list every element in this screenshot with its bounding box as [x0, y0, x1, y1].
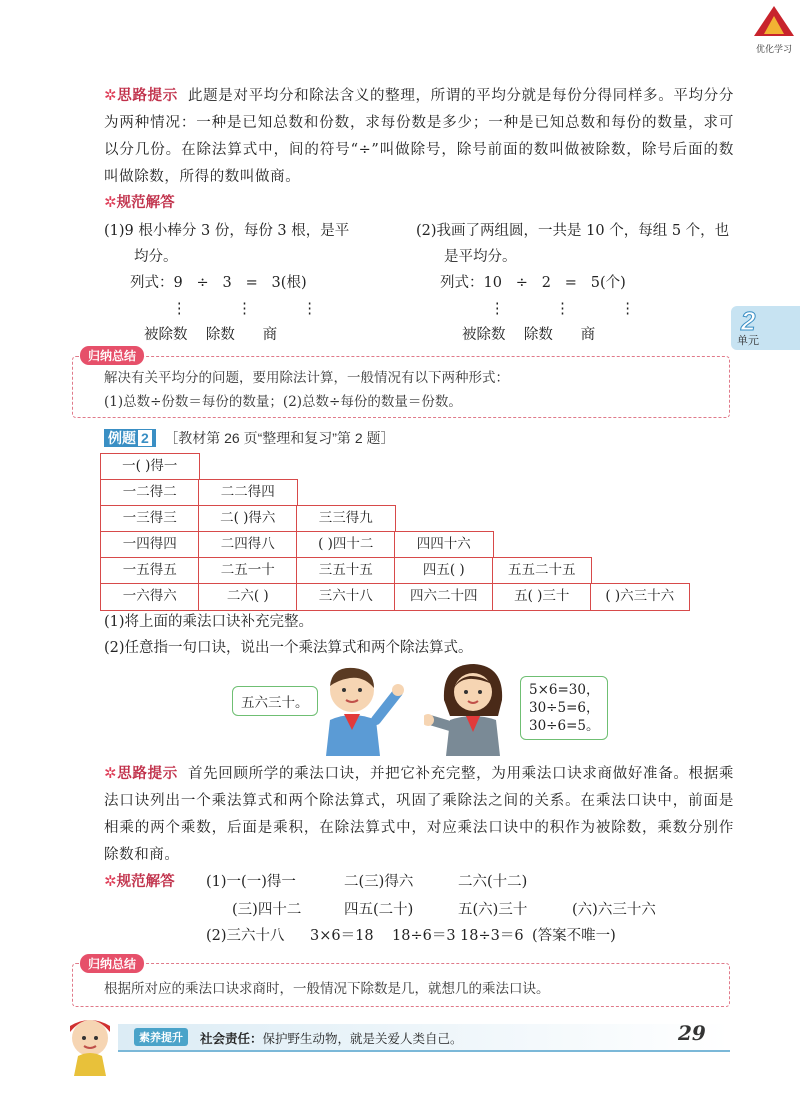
hint-label-2: 思路提示: [117, 766, 178, 782]
hint-text: 此题是对平均分和除法含义的整理，所谓的平均分就是每份分得同样多。平均分分为两种情况：一种是已知总数和份数，求每份数是多少；一种是已知总数和每份的数量，求可以分几份。在除法算式中，间的符号“÷”叫做除号，除号前面的数叫做被除数，除号后面的数叫做除数，所得的数叫做商。: [104, 88, 734, 185]
flower-icon: ✲: [104, 873, 117, 890]
hint-paragraph-1: [104, 82, 734, 191]
summary-tag-2: 归纳总结: [80, 954, 144, 973]
answer-left: [104, 218, 394, 348]
answer-left-dots: ⋮ ⋮ ⋮: [172, 301, 317, 317]
page-number: 29: [678, 1021, 706, 1045]
table-cell: 一四得四: [100, 531, 200, 559]
answer-right-line2: 是平均分。: [444, 249, 517, 265]
question-2: (2)任意指一句口诀，说出一个乘法算式和两个除法算式。: [104, 640, 473, 656]
example-tag: 例题 2: [104, 429, 156, 447]
answer-right: [416, 218, 736, 348]
answer-heading-2: [104, 870, 175, 891]
answer-2-row1: (1)一(一)得一 二(三)得六 二六(十二): [206, 874, 528, 890]
table-cell: 四四十六: [394, 531, 494, 559]
answer-right-dots: ⋮ ⋮ ⋮: [490, 301, 635, 317]
summary-1-line2: (1)总数÷份数＝每份的数量；(2)总数÷每份的数量＝份数。: [104, 394, 462, 410]
summary-2-text: 根据所对应的乘法口诀求商时，一般情况下除数是几，就想几的乘法口诀。: [104, 981, 550, 997]
table-cell: 三三得九: [296, 505, 396, 533]
footer-label: 社会责任：: [200, 1032, 263, 1046]
boy-illustration: [312, 662, 404, 758]
mascot-illustration: [60, 1012, 120, 1076]
logo-triangle-icon: [752, 4, 796, 38]
girl-bubble-line2: 30÷5=6，: [529, 700, 600, 716]
table-cell: 二六( ): [198, 583, 298, 611]
footer-text: [200, 1029, 463, 1047]
footer-badge: 素养提升: [134, 1028, 188, 1046]
hint-label: 思路提示: [117, 88, 178, 104]
answer-left-formula: 列式：9 ÷ 3 = 3(根): [130, 275, 307, 291]
answer-heading-1: [104, 191, 175, 212]
table-cell: 一二得二: [100, 479, 200, 507]
table-cell: 二( )得六: [198, 505, 298, 533]
answer-right-line1: (2)我画了两组圆，一共是 10 个，每组 5 个，也: [416, 223, 730, 239]
example-heading: [104, 428, 395, 448]
table-cell: 五( )三十: [492, 583, 592, 611]
summary-1-line1: 解决有关平均分的问题，要用除法计算，一般情况有以下两种形式：: [104, 370, 509, 386]
answer-2-row2: (三)四十二 四五(二十) 五(六)三十 (六)六三十六: [232, 902, 656, 918]
answer-2-row3: (2)三六十八 3×6＝18 18÷6＝3 18÷3＝6 (答案不唯一): [206, 928, 616, 944]
girl-illustration: [424, 660, 520, 758]
question-1: (1)将上面的乘法口诀补充完整。: [104, 614, 314, 630]
unit-label: 单元: [737, 335, 759, 347]
table-cell: 一三得三: [100, 505, 200, 533]
table-cell: 一( )得一: [100, 453, 200, 481]
table-cell: 一六得六: [100, 583, 200, 611]
girl-speech-bubble: [520, 676, 608, 740]
answer-right-names: 被除数 除数 商: [462, 327, 596, 343]
answer-right-formula: 列式：10 ÷ 2 = 5(个): [440, 275, 626, 291]
answer-left-line1: (1)9 根小棒分 3 份，每份 3 根，是平: [104, 223, 350, 239]
flower-icon: ✲: [104, 86, 118, 104]
table-cell: ( )四十二: [296, 531, 396, 559]
answer-label: 规范解答: [116, 195, 175, 211]
example-source: ［教材第 26 页“整理和复习”第 2 题］: [164, 430, 395, 446]
publisher-logo: [752, 4, 796, 54]
girl-bubble-line1: 5×6=30，: [529, 682, 600, 698]
answer-label-2: 规范解答: [116, 874, 175, 890]
hint-paragraph-2: [104, 760, 734, 869]
answer-left-names: 被除数 除数 商: [144, 327, 278, 343]
unit-tab: [731, 306, 800, 350]
table-cell: 四五( ): [394, 557, 494, 585]
table-cell: 三五十五: [296, 557, 396, 585]
logo-text: 优化学习: [755, 44, 792, 54]
unit-number: 2: [741, 306, 756, 336]
hint-text-2: 首先回顾所学的乘法口诀，并把它补充完整，为用乘法口诀求商做好准备。根据乘法口诀列出一个乘法算式和两个除法算式，巩固了乘除法之间的关系。在乘法口诀中，前面是相乘的两个乘数，后面是乘积，在除法算式中，对应乘法口诀中的积作为被除数，乘数分别作除数和商。: [104, 766, 734, 863]
flower-icon: ✲: [104, 194, 117, 211]
footer-content: 保护野生动物，就是关爱人类自己。: [262, 1032, 463, 1046]
boy-speech-bubble: [232, 686, 318, 716]
table-cell: ( )六三十六: [590, 583, 690, 611]
table-cell: 二五一十: [198, 557, 298, 585]
table-cell: 二四得八: [198, 531, 298, 559]
table-cell: 四六二十四: [394, 583, 494, 611]
table-cell: 二二得四: [198, 479, 298, 507]
answer-left-line2: 均分。: [134, 249, 178, 265]
flower-icon: ✲: [104, 764, 118, 782]
table-cell: 五五二十五: [492, 557, 592, 585]
boy-bubble-text: 五六三十。: [241, 695, 309, 711]
table-cell: 三六十八: [296, 583, 396, 611]
summary-tag-1: 归纳总结: [80, 346, 144, 365]
girl-bubble-line3: 30÷6=5。: [529, 718, 600, 734]
table-cell: 一五得五: [100, 557, 200, 585]
